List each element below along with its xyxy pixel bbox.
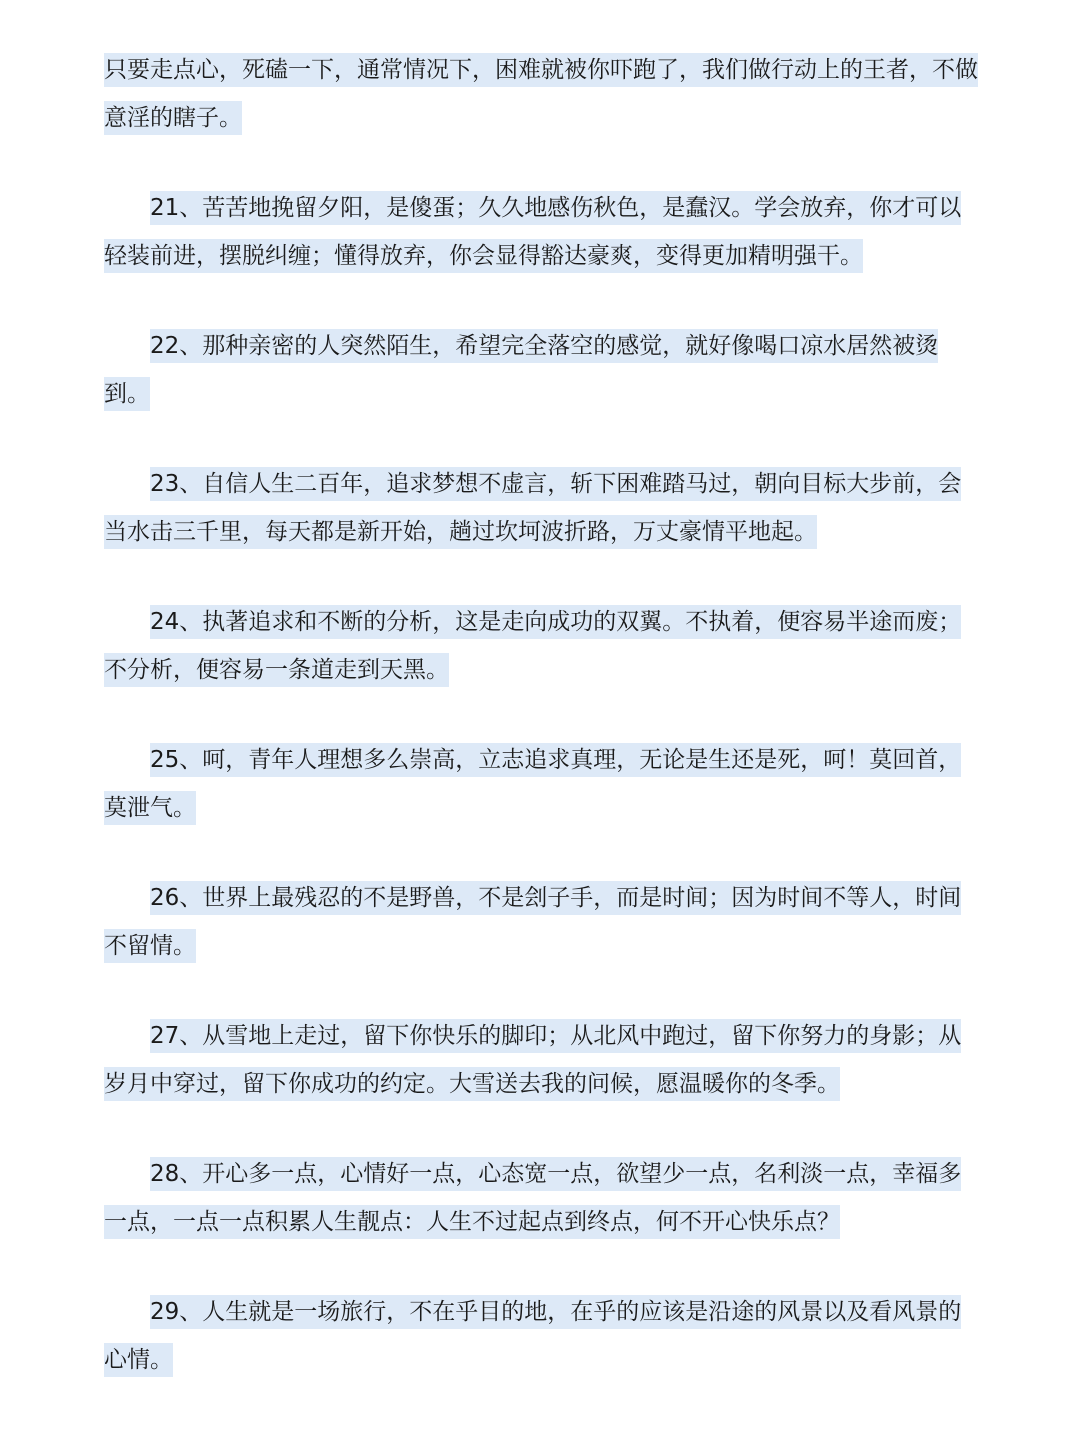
paragraph-28 [104, 1150, 978, 1246]
paragraph-text: 21、苦苦地挽留夕阳，是傻蛋；久久地感伤秋色，是蠢汉。学会放弃，你才可以轻装前进，摆脱纠缠；懂得放弃，你会显得豁达豪爽，变得更加精明强干。 [104, 191, 961, 273]
paragraph-23 [104, 460, 978, 556]
paragraph-text: 22、那种亲密的人突然陌生，希望完全落空的感觉，就好像喝口凉水居然被烫到。 [104, 329, 938, 411]
paragraph-text: 25、呵，青年人理想多么崇高，立志追求真理，无论是生还是死，呵！莫回首，莫泄气。 [104, 743, 961, 825]
paragraph-continuation [104, 46, 978, 142]
paragraph-text: 28、开心多一点，心情好一点，心态宽一点，欲望少一点，名利淡一点，幸福多一点，一点一点积累人生靓点：人生不过起点到终点，何不开心快乐点？ [104, 1157, 961, 1239]
paragraph-21 [104, 184, 978, 280]
paragraph-27 [104, 1012, 978, 1108]
paragraph-24 [104, 598, 978, 694]
document-body [104, 46, 978, 1426]
paragraph-text: 23、自信人生二百年，追求梦想不虚言，斩下困难踏马过，朝向目标大步前，会当水击三千里，每天都是新开始，趟过坎坷波折路，万丈豪情平地起。 [104, 467, 961, 549]
paragraph-26 [104, 874, 978, 970]
paragraph-text: 29、人生就是一场旅行，不在乎目的地，在乎的应该是沿途的风景以及看风景的心情。 [104, 1295, 961, 1377]
paragraph-text: 24、执著追求和不断的分析，这是走向成功的双翼。不执着，便容易半途而废；不分析，便容易一条道走到天黑。 [104, 605, 961, 687]
paragraph-text: 26、世界上最残忍的不是野兽，不是刽子手，而是时间；因为时间不等人，时间不留情。 [104, 881, 961, 963]
paragraph-25 [104, 736, 978, 832]
paragraph-text: 27、从雪地上走过，留下你快乐的脚印；从北风中跑过，留下你努力的身影；从岁月中穿过，留下你成功的约定。大雪送去我的问候，愿温暖你的冬季。 [104, 1019, 961, 1101]
paragraph-29 [104, 1288, 978, 1384]
paragraph-22 [104, 322, 978, 418]
paragraph-text: 只要走点心，死磕一下，通常情况下，困难就被你吓跑了，我们做行动上的王者，不做意淫的瞎子。 [104, 53, 978, 135]
